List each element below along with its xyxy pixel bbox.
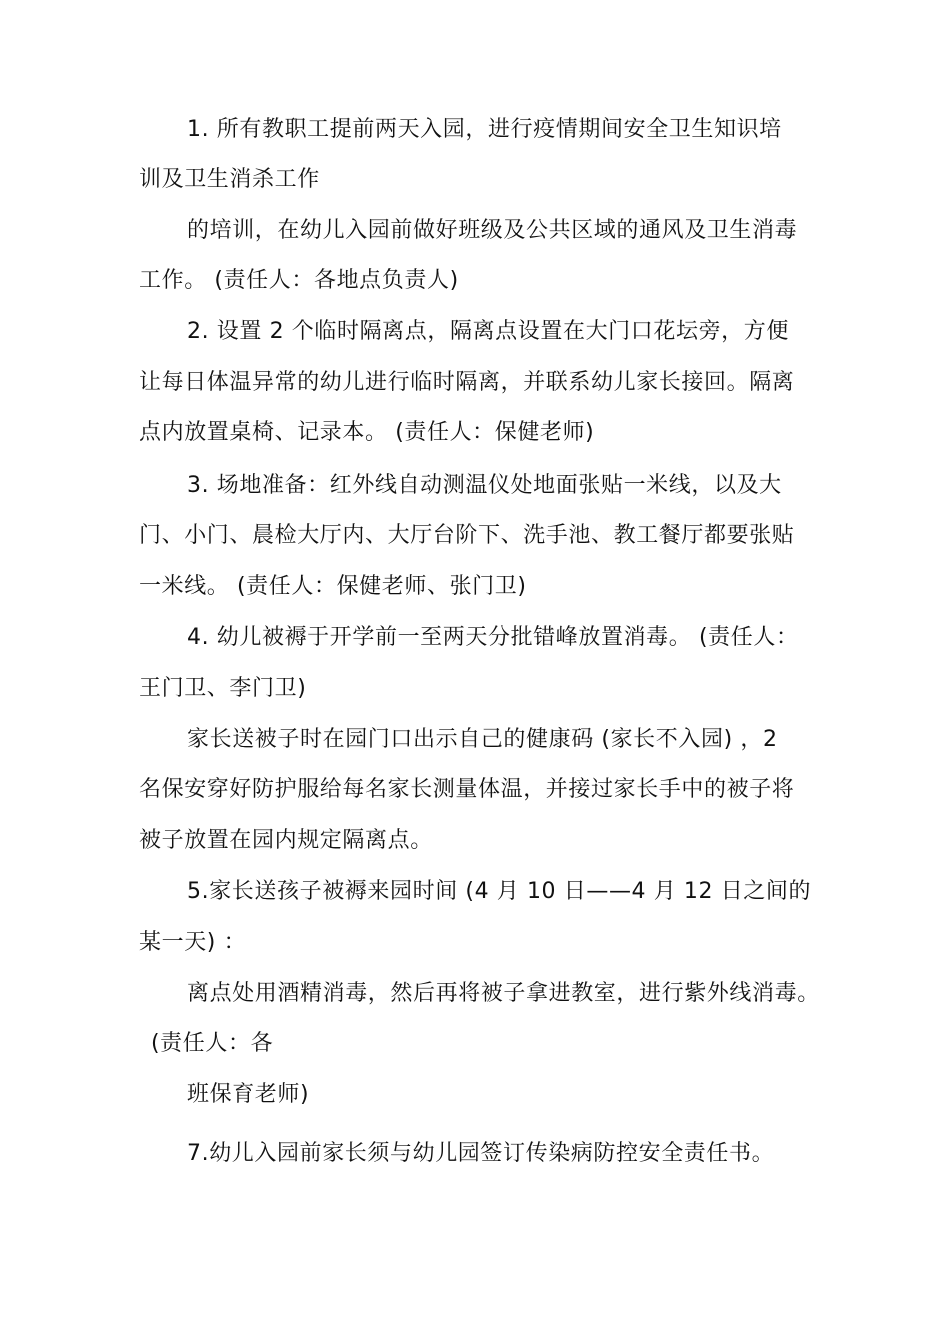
text-line: 3. 场地准备：红外线自动测温仪处地面张贴一米线，以及大	[187, 473, 782, 498]
text-line: 离点处用酒精消毒，然后再将被子拿进教室，进行紫外线消毒。	[187, 981, 820, 1006]
text-line: (责任人：各	[151, 1031, 274, 1056]
text-line: 名保安穿好防护服给每名家长测量体温，并接过家长手中的被子将	[139, 777, 795, 802]
text-line: 一米线。 (责任人：保健老师、张门卫)	[139, 574, 527, 599]
text-line: 让每日体温异常的幼儿进行临时隔离，并联系幼儿家长接回。隔离	[139, 370, 795, 395]
text-line: 4. 幼儿被褥于开学前一至两天分批错峰放置消毒。 (责任人：	[187, 625, 799, 650]
text-line: 1. 所有教职工提前两天入园，进行疫情期间安全卫生知识培	[187, 117, 782, 142]
text-line: 5.家长送孩子被褥来园时间 (4 月 10 日——4 月 12 日之间的	[187, 879, 812, 904]
text-line: 王门卫、李门卫)	[139, 676, 307, 701]
text-line: 家长送被子时在园门口出示自己的健康码 (家长不入园) ，2	[187, 727, 778, 752]
text-line: 某一天) ：	[139, 930, 247, 955]
text-line: 7.幼儿入园前家长须与幼儿园签订传染病防控安全责任书。	[187, 1141, 775, 1166]
text-line: 训及卫生消杀工作	[139, 167, 320, 192]
text-line: 点内放置桌椅、记录本。 (责任人：保健老师)	[139, 420, 595, 445]
text-line: 的培训，在幼儿入园前做好班级及公共区域的通风及卫生消毒	[187, 218, 798, 243]
text-line: 2. 设置 2 个临时隔离点，隔离点设置在大门口花坛旁，方便	[187, 319, 789, 344]
text-line: 工作。 (责任人：各地点负责人)	[139, 268, 459, 293]
text-line: 门、小门、晨检大厅内、大厅台阶下、洗手池、教工餐厅都要张贴	[139, 523, 795, 548]
text-line: 班保育老师)	[187, 1082, 310, 1107]
text-line: 被子放置在园内规定隔离点。	[139, 828, 433, 853]
